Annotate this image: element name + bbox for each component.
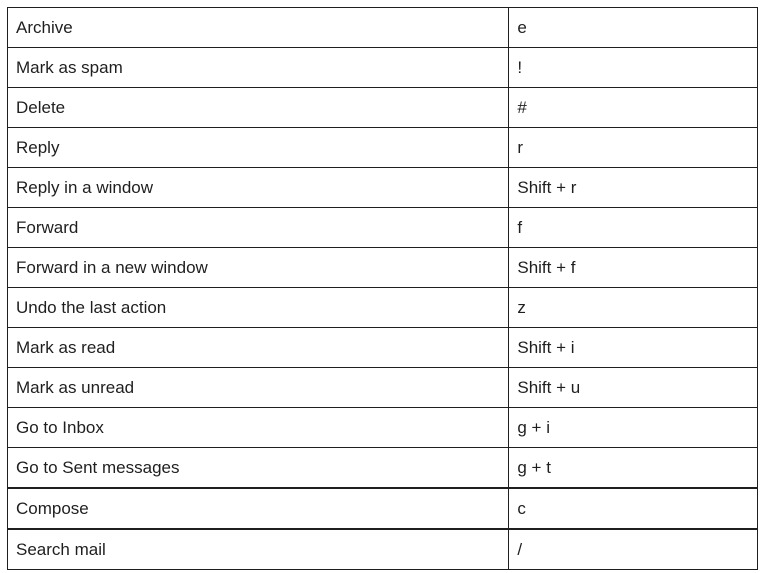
key-cell: ! bbox=[509, 48, 758, 88]
key-cell: r bbox=[509, 128, 758, 168]
action-cell: Reply bbox=[8, 128, 509, 168]
table-row bbox=[8, 48, 758, 88]
action-cell: Delete bbox=[8, 88, 509, 128]
action-cell: Undo the last action bbox=[8, 288, 509, 328]
table-row bbox=[8, 168, 758, 208]
table-row bbox=[8, 288, 758, 328]
key-cell: Shift + u bbox=[509, 368, 758, 408]
action-cell: Go to Sent messages bbox=[8, 448, 509, 489]
key-cell: / bbox=[509, 529, 758, 570]
table-row bbox=[8, 408, 758, 448]
action-cell: Forward in a new window bbox=[8, 248, 509, 288]
action-cell: Mark as spam bbox=[8, 48, 509, 88]
table-row bbox=[8, 88, 758, 128]
table-row bbox=[8, 8, 758, 48]
action-cell: Reply in a window bbox=[8, 168, 509, 208]
key-cell: Shift + r bbox=[509, 168, 758, 208]
key-cell: e bbox=[509, 8, 758, 48]
key-cell: c bbox=[509, 488, 758, 529]
action-cell: Mark as read bbox=[8, 328, 509, 368]
table-row bbox=[8, 328, 758, 368]
keyboard-shortcuts-table bbox=[7, 7, 758, 570]
key-cell: Shift + i bbox=[509, 328, 758, 368]
key-cell: f bbox=[509, 208, 758, 248]
table-row bbox=[8, 208, 758, 248]
action-cell: Search mail bbox=[8, 529, 509, 570]
key-cell: Shift + f bbox=[509, 248, 758, 288]
action-cell: Archive bbox=[8, 8, 509, 48]
key-cell: z bbox=[509, 288, 758, 328]
action-cell: Compose bbox=[8, 488, 509, 529]
key-cell: # bbox=[509, 88, 758, 128]
action-cell: Forward bbox=[8, 208, 509, 248]
action-cell: Mark as unread bbox=[8, 368, 509, 408]
table-row bbox=[8, 368, 758, 408]
table-row bbox=[8, 248, 758, 288]
shortcuts-table-body bbox=[8, 8, 758, 570]
table-row bbox=[8, 448, 758, 489]
key-cell: g + t bbox=[509, 448, 758, 489]
action-cell: Go to Inbox bbox=[8, 408, 509, 448]
key-cell: g + i bbox=[509, 408, 758, 448]
table-row bbox=[8, 128, 758, 168]
table-row bbox=[8, 488, 758, 529]
table-row bbox=[8, 529, 758, 570]
